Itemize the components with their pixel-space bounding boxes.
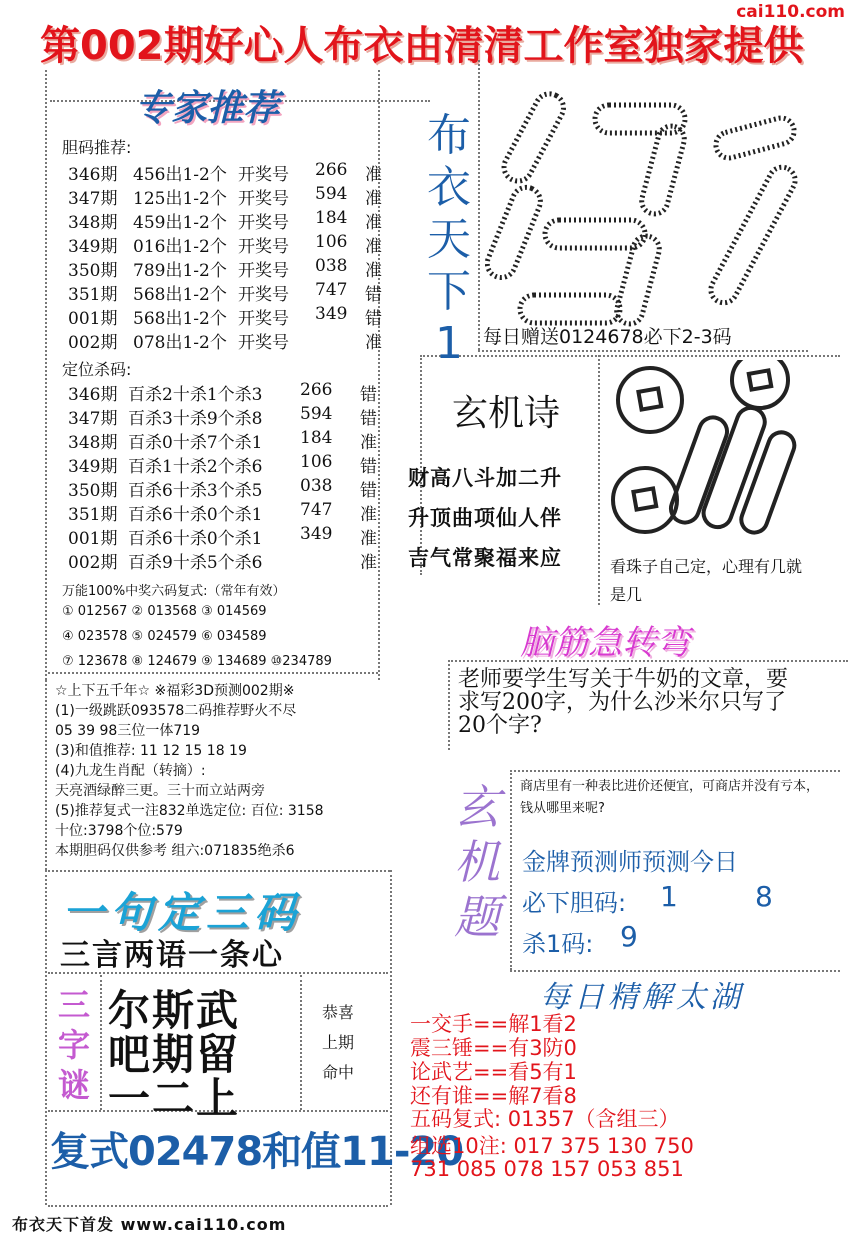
kill-title: 定位杀码: <box>62 360 132 379</box>
digits-sketch <box>485 70 815 340</box>
dan-cell: 568出1-2个 <box>133 309 227 329</box>
dan-cell: 开奖号 <box>238 165 289 185</box>
kill-cell: 错 <box>360 385 377 405</box>
history-line: ☆上下五千年☆ ※福彩3D预测002期※ <box>55 683 295 699</box>
dan-cell: 准 <box>365 165 382 185</box>
kill-cell: 184 <box>300 428 333 448</box>
history-line: 05 39 98三位一体719 <box>55 723 201 739</box>
divider <box>300 975 302 1110</box>
site-link[interactable]: cai110.com <box>736 2 845 22</box>
wanneng-title: 万能100%中奖六码复式:（常年有效） <box>62 584 286 599</box>
kill-cell: 351期 <box>68 505 118 525</box>
taihu-line: 一交手==解1看2 <box>410 1012 577 1036</box>
kill-cell: 348期 <box>68 433 118 453</box>
dan-cell: 准 <box>365 213 382 233</box>
dan-cell: 078出1-2个 <box>133 333 227 353</box>
kill-value: 9 <box>620 920 638 953</box>
wanneng-row: ⑦ 123678 ⑧ 124679 ⑨ 134689 ⑩234789 <box>62 654 332 669</box>
taihu-line: 还有谁==解7看8 <box>410 1084 577 1108</box>
dan-cell: 346期 <box>68 165 118 185</box>
expert-heading: 专家推荐 <box>135 88 280 129</box>
szm-label: 三字谜 <box>57 986 90 1104</box>
dan-cell: 349 <box>315 304 348 324</box>
history-line: 十位:3798个位:579 <box>55 823 183 839</box>
kill-cell: 错 <box>360 481 377 501</box>
dan-cell: 准 <box>365 333 382 353</box>
kill-cell: 百杀0十杀7个杀1 <box>128 433 263 453</box>
riddle-heading: 脑筋急转弯 <box>520 623 690 663</box>
taihu-line: 论武艺==看5有1 <box>410 1060 577 1084</box>
dan-cell: 456出1-2个 <box>133 165 227 185</box>
divider <box>48 1205 388 1207</box>
dan-cell: 001期 <box>68 309 118 329</box>
dan-cell: 开奖号 <box>238 333 289 353</box>
divider <box>510 770 840 772</box>
divider <box>45 70 47 680</box>
dan-cell: 准 <box>365 237 382 257</box>
divider <box>448 660 450 750</box>
dan-cell: 错 <box>365 285 382 305</box>
kill-cell: 347期 <box>68 409 118 429</box>
divider <box>45 680 47 870</box>
dan-cell: 349期 <box>68 237 118 257</box>
taihu-heading: 每日精解太湖 <box>540 980 744 1015</box>
dan-cell: 准 <box>365 189 382 209</box>
dan-cell: 594 <box>315 184 348 204</box>
divider <box>598 355 600 605</box>
congrats-line: 上期 <box>322 1033 355 1052</box>
dan-cell: 准 <box>365 261 382 281</box>
gold-title: 金牌预测师预测今日 <box>522 848 738 876</box>
dan-cell: 106 <box>315 232 348 252</box>
history-line: 天亮酒绿醉三更。三十而立站两旁 <box>55 783 265 799</box>
beads-drawing <box>605 360 845 550</box>
dan-cell: 开奖号 <box>238 213 289 233</box>
wanneng-row: ① 012567 ② 013568 ③ 014569 <box>62 604 267 619</box>
divider <box>100 975 102 1110</box>
kill-cell: 266 <box>300 380 333 400</box>
divider <box>45 870 390 872</box>
dan-cell: 348期 <box>68 213 118 233</box>
xuanji-vertical: 玄机题 <box>454 780 500 944</box>
dan-cell: 开奖号 <box>238 237 289 257</box>
kill-cell: 106 <box>300 452 333 472</box>
kill-cell: 错 <box>360 457 377 477</box>
divider <box>45 870 47 1205</box>
dan-cell: 125出1-2个 <box>133 189 227 209</box>
gift-text: 每日赠送0124678必下2-3码 <box>483 326 732 348</box>
riddle-line: 一二上 <box>108 1074 241 1123</box>
poem-line: 升顶曲项仙人伴 <box>408 506 562 530</box>
beads-caption: 看珠子自己定，心理有几就是几 <box>610 557 803 604</box>
kill-cell: 002期 <box>68 553 118 573</box>
yiju-heading: 一句定三码 <box>62 888 303 937</box>
zuxuan-text-2: 731 085 078 157 053 851 <box>410 1157 684 1181</box>
kill-cell: 346期 <box>68 385 118 405</box>
kill-cell: 747 <box>300 500 333 520</box>
wuma-text: 五码复式: 01357（含组三） <box>410 1107 680 1131</box>
kill-label: 杀1码: <box>522 930 594 958</box>
dan-cell: 459出1-2个 <box>133 213 227 233</box>
congrats-line: 恭喜 <box>322 1003 355 1022</box>
page-title: 第002期好心人布衣由清清工作室独家提供 <box>40 23 804 69</box>
divider <box>478 350 808 352</box>
xuanji-question: 商店里有一种表比进价还便宜，可商店并没有亏本，钱从哪里来呢? <box>520 779 820 816</box>
fushi-text: 复式02478和值11-20 <box>50 1129 464 1175</box>
kill-cell: 准 <box>360 433 377 453</box>
dan-cell: 184 <box>315 208 348 228</box>
poem-line: 财高八斗加二升 <box>408 466 562 490</box>
wanneng-row: ④ 023578 ⑤ 024579 ⑥ 034589 <box>62 629 267 644</box>
dan-cell: 266 <box>315 160 348 180</box>
kill-cell: 百杀2十杀1个杀3 <box>128 385 263 405</box>
divider <box>510 770 512 970</box>
dan-value-1: 1 <box>660 880 678 913</box>
poem-line: 吉气常聚福来应 <box>408 546 562 570</box>
dan-cell: 351期 <box>68 285 118 305</box>
dan-cell: 开奖号 <box>238 189 289 209</box>
kill-cell: 百杀9十杀5个杀6 <box>128 553 263 573</box>
dan-cell: 350期 <box>68 261 118 281</box>
riddle-text: 老师要学生写关于牛奶的文章，要求写200字，为什么沙米尔只写了20个字? <box>458 667 789 738</box>
footer-text: 布衣天下首发 www.cai110.com <box>12 1215 287 1234</box>
dan-cell: 开奖号 <box>238 261 289 281</box>
kill-cell: 准 <box>360 529 377 549</box>
dan-value-2: 8 <box>755 880 773 913</box>
kill-cell: 百杀6十杀3个杀5 <box>128 481 263 501</box>
dan-cell: 002期 <box>68 333 118 353</box>
kill-cell: 准 <box>360 505 377 525</box>
dan-cell: 开奖号 <box>238 309 289 329</box>
dan-cell: 016出1-2个 <box>133 237 227 257</box>
divider <box>420 355 840 357</box>
kill-cell: 038 <box>300 476 333 496</box>
kill-cell: 百杀3十杀9个杀8 <box>128 409 263 429</box>
kill-cell: 349期 <box>68 457 118 477</box>
yiju-sub: 三言两语一条心 <box>60 938 284 973</box>
kill-cell: 百杀6十杀0个杀1 <box>128 529 263 549</box>
dan-cell: 开奖号 <box>238 285 289 305</box>
zuxuan-text: 组选10注: 017 375 130 750 <box>410 1134 694 1158</box>
kill-cell: 594 <box>300 404 333 424</box>
divider <box>48 672 378 674</box>
dan-cell: 568出1-2个 <box>133 285 227 305</box>
kill-cell: 准 <box>360 553 377 573</box>
kill-cell: 错 <box>360 409 377 429</box>
divider <box>478 60 480 350</box>
dan-label: 必下胆码: <box>522 889 627 917</box>
buyi-vertical: 布衣天下1 <box>427 110 471 369</box>
dan-cell: 789出1-2个 <box>133 261 227 281</box>
kill-cell: 百杀6十杀0个杀1 <box>128 505 263 525</box>
history-line: (1)一级跳跃093578二码推荐野火不尽 <box>55 703 297 719</box>
taihu-line: 震三锤==有3防0 <box>410 1036 577 1060</box>
kill-cell: 350期 <box>68 481 118 501</box>
kill-cell: 百杀1十杀2个杀6 <box>128 457 263 477</box>
riddle-line: 尔斯武 <box>108 986 241 1035</box>
history-line: (4)九龙生肖配（转摘）: <box>55 763 206 779</box>
history-line: (3)和值推荐: 11 12 15 18 19 <box>55 743 247 759</box>
dan-title: 胆码推荐: <box>62 138 132 157</box>
dan-cell: 038 <box>315 256 348 276</box>
kill-cell: 001期 <box>68 529 118 549</box>
header <box>0 0 850 69</box>
kill-cell: 349 <box>300 524 333 544</box>
history-line: (5)推荐复式一注832单选定位: 百位: 3158 <box>55 803 324 819</box>
riddle-line: 吧期留 <box>108 1030 241 1079</box>
dan-cell: 747 <box>315 280 348 300</box>
history-line: 本期胆码仅供参考 组六:071835绝杀6 <box>55 843 295 859</box>
dan-cell: 错 <box>365 309 382 329</box>
dan-cell: 347期 <box>68 189 118 209</box>
poem-heading: 玄机诗 <box>452 393 561 434</box>
congrats-line: 命中 <box>322 1063 355 1082</box>
